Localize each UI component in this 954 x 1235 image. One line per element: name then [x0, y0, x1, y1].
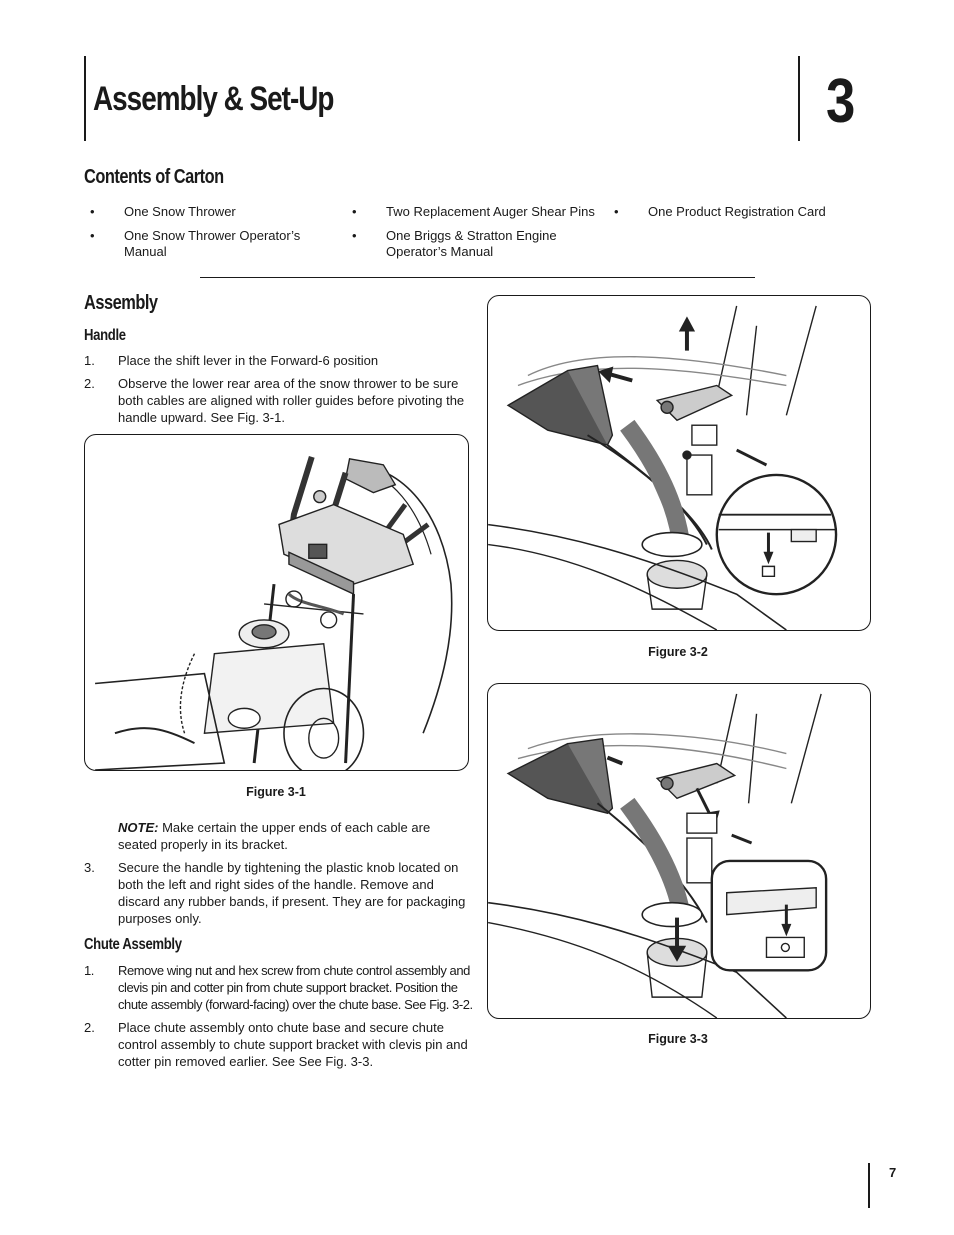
figure-3-2-illustration [487, 295, 871, 631]
section-divider [200, 277, 755, 278]
list-item: 3. Secure the handle by tightening the plastic knob located on both the left and right sides of the handle. Remove and discard any rubber bands, if present. They are for packaging purposes only. [84, 860, 466, 926]
chute-steps [84, 962, 474, 1076]
list-item: 2. Place chute assembly onto chute base and secure chute control assembly to chute support bracket with clevis pin and cotter pin removed earlier. See See Fig. 3-3. [84, 1020, 468, 1069]
list-item: 2. Observe the lower rear area of the snow thrower to be sure both cables are aligned with roller guides before pivoting the handle upward. See Fig. 3-1. [84, 376, 465, 425]
list-item: • One Snow Thrower [90, 204, 236, 219]
header-right-bar [798, 56, 800, 141]
list-item: • One Briggs & Stratton Engine Operator’s Manual [352, 227, 557, 259]
list-item: • Two Replacement Auger Shear Pins [352, 204, 595, 219]
figure-3-3-caption: Figure 3-3 [648, 1032, 708, 1046]
list-item: • One Product Registration Card [614, 204, 826, 219]
figure-3-1-caption: Figure 3-1 [246, 785, 306, 799]
contents-column-3 [614, 204, 874, 228]
chute-heading: Chute Assembly [84, 936, 182, 953]
list-item: 1. Remove wing nut and hex screw from chute control assembly and clevis pin and cotter pin from chute support bracket. Position the chute assembly (forward-facing) over the chute base. See Fig. 3-2. [84, 963, 473, 1012]
contents-heading: Contents of Carton [84, 166, 224, 188]
list-item: • One Snow Thrower Operator’s Manual [90, 227, 301, 259]
handle-steps [84, 352, 474, 432]
page-title: Assembly & Set-Up [93, 80, 334, 118]
footer-bar [868, 1163, 870, 1208]
handle-note [118, 819, 468, 853]
figure-3-1-illustration [84, 434, 469, 771]
contents-column-1 [90, 204, 320, 268]
list-item: 1. Place the shift lever in the Forward-6 position [84, 353, 379, 368]
assembly-heading: Assembly [84, 292, 158, 314]
figure-3-3-illustration [487, 683, 871, 1019]
chapter-number: 3 [826, 67, 856, 136]
note-label: NOTE: [118, 820, 159, 835]
note-text: Make certain the upper ends of each cable are seated properly in its bracket. [118, 820, 431, 852]
page-number: 7 [889, 1165, 897, 1180]
handle-heading: Handle [84, 327, 126, 344]
figure-3-2-caption: Figure 3-2 [648, 645, 708, 659]
header-left-bar [84, 56, 86, 141]
handle-steps-continued [84, 859, 474, 933]
contents-column-2 [352, 204, 602, 268]
